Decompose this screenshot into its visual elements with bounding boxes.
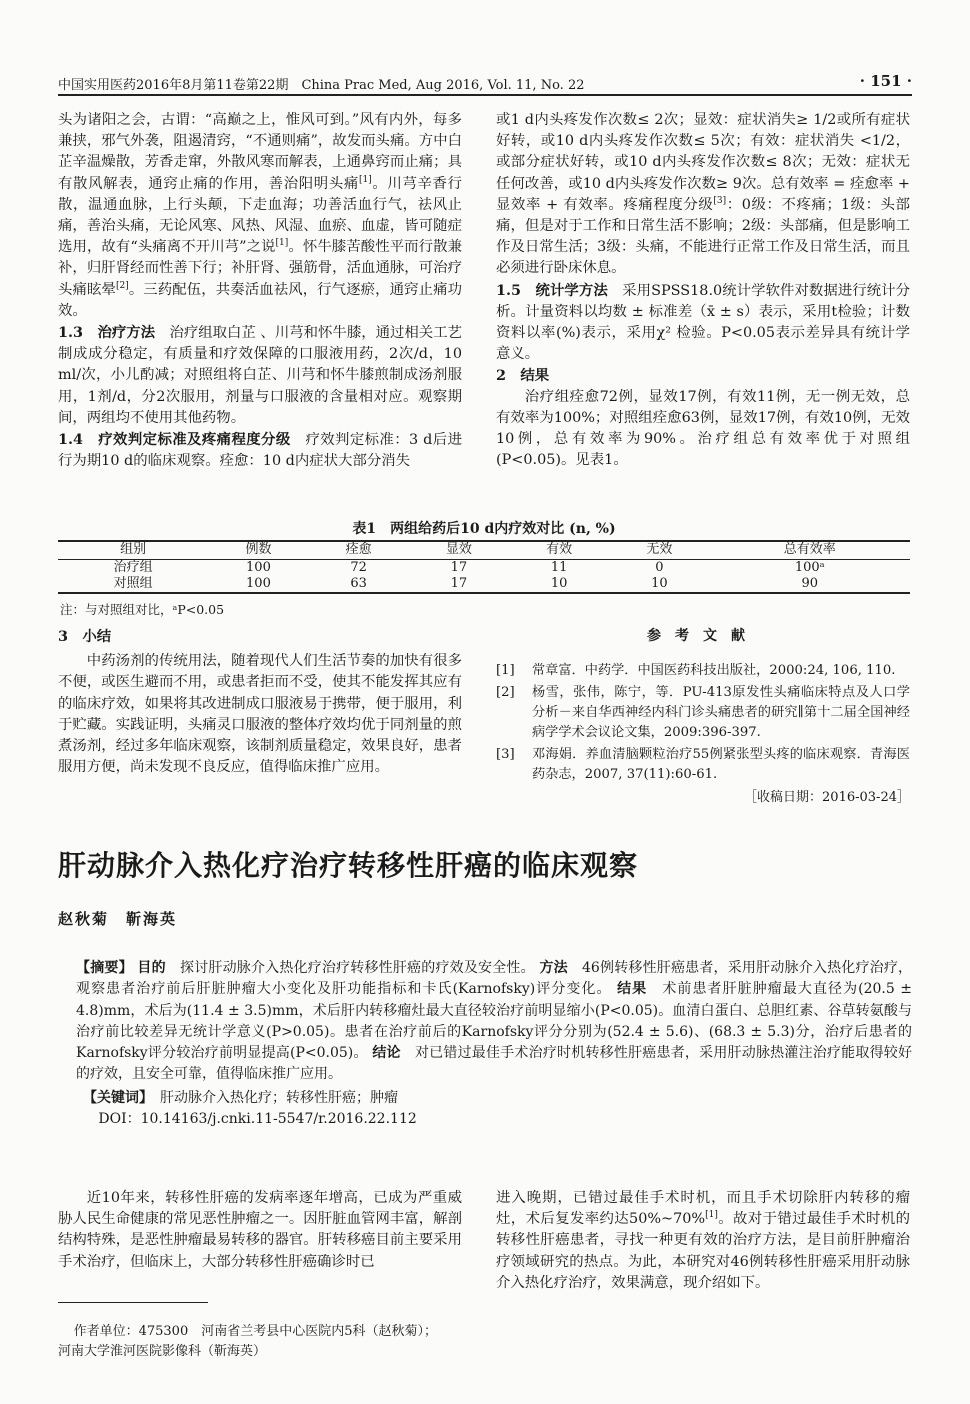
running-head	[58, 72, 912, 96]
abstract-text: 【摘要】 目的 探讨肝动脉介入热化疗治疗转移性肝癌的疗效及安全性。 方法 46例转移性肝癌患者，采用肝动脉介入热化疗治疗，观察患者治疗前后肝脏肿瘤大小变化及肝功能指标和卡氏(Karnofsky)评分变化。 结果 术前患者肝脏肿瘤最大直径为(20.5 ± 4.8)mm，术后为(11.4 ± 3.5)mm，术后肝内转移瘤灶最大直径较治疗前明显缩小(P<0.05)。血清白蛋白、总胆红素、谷草转氨酸与治疗前比较差异无统计学意义(P>0.05)。患者在治疗前后的Karnofsky评分分别为(52.4 ± 5.6)、(68.3 ± 5.3)分，治疗后患者的Karnofsky评分较治疗前明显提高(P<0.05)。 结论 对已错过最佳手术治疗时机转移性肝癌患者，采用肝动脉热灌注治疗能取得较好的疗效，且安全可靠，值得临床推广应用。	[76, 960, 913, 1083]
table-1	[58, 518, 910, 618]
table-cell: 11	[550, 559, 568, 575]
table-cell: 72	[350, 559, 367, 575]
abstract	[76, 958, 912, 1130]
criteria-paragraph: 或1 d内头疼发作次数≤ 2次；显效：症状消失≥ 1/2或所有症状好转，或10 d内头疼发作次数≤ 5次；有效：症状消失 <1/2，或部分症状好转，或10 d内头疼发作次数≤ 8次；无效：症状无任何改善，或10 d内头疼发作次数≥ 9次。总有效率 = 痊愈率 + 显效率 + 有效率。疼痛程度分级[3]：0级：不疼痛；1级：头部痛，但是对于工作和日常生活不影响；2级：头部痛，但是影响工作及日常生活；3级：头痛，不能进行正常工作及日常生活，而且必须进行卧床休息。	[496, 112, 910, 277]
citation-mark: [1]	[358, 174, 372, 185]
section-heading: 1.4 疗效判定标准及疼痛程度分级	[58, 431, 291, 449]
section-1-3: 1.3 治疗方法 治疗组取白芷 、川芎和怀牛膝，通过相关工艺制成成分稳定，有质量和疗效保障的口服液用药，2次/d，10 ml/次，小儿酌减；对照组将白芷、川芎和怀牛膝煎制成汤剂服用，1剂/d，分2次服用，剂量与口服液的含量相对应。观察期间，两组均不使用其他药物。	[58, 324, 462, 426]
objective-label: 目的	[137, 960, 166, 976]
table-cell: 100ᵃ	[794, 559, 825, 575]
received-date: ［收稿日期：2016-03-24］	[744, 790, 910, 806]
left-column-lower	[58, 626, 462, 778]
keywords-label: 【关键词】	[83, 1089, 146, 1106]
table-header: 痊愈	[309, 541, 409, 559]
reference-item: [2] 杨雪，张伟，陈宁，等．PU-413原发性头痛临床特点及人口学分析－来自华西神经内科门诊头痛患者的研究∥第十二届全国神经病学学术会议论文集，2009:396-397.	[496, 685, 910, 741]
table-cell: 17	[450, 559, 468, 575]
references-title: 参考文献	[647, 628, 759, 644]
table-cell: 对照组	[58, 576, 208, 593]
citation-mark: [1]	[275, 238, 289, 249]
results-paragraph: 治疗组痊愈72例，显效17例，有效11例，无一例无效，总有效率为100%；对照组痊愈63例，显效17例，有效10例，无效10例，总有效率为90%。治疗组总有效率优于对照组(P<0.05)。见表1。	[496, 388, 910, 469]
table-header-row	[58, 541, 910, 559]
reference-item: [1] 常章富．中药学．中国医药科技出版社，2000:24, 106, 110.	[496, 663, 896, 679]
section-heading: 1.5 统计学方法	[496, 281, 608, 299]
section-1-4: 1.4 疗效判定标准及疼痛程度分级 疗效判定标准：3 d后进行为期10 d的临床观察。痊愈：10 d内症状大部分消失	[58, 431, 462, 470]
conclusion-label: 结论	[372, 1045, 401, 1062]
intro-paragraph: 近10年来，转移性肝癌的发病率逐年增高，已成为严重威胁人民生命健康的常见恶性肿瘤之一。因肝脏血管网丰富，解剖结构特殊，是恶性肿瘤最易转移的器官。肝转移癌目前主要采用手术治疗，但临床上，大部分转移性肝癌确诊时已	[58, 1190, 462, 1270]
abstract-label: 【摘要】	[76, 960, 133, 976]
article-body-left	[58, 1188, 462, 1273]
table-header: 无效	[609, 541, 709, 559]
table-cell: 17	[409, 576, 509, 593]
table-cell: 治疗组	[113, 559, 153, 575]
section-heading: 1.3 治疗方法	[58, 324, 156, 342]
reference-item: [3] 邓海娟．养血清脑颗粒治疗55例紧张型头疼的临床观察．青海医药杂志，2007, 37(11):60-61.	[496, 747, 910, 783]
section-2-heading: 2 结果	[496, 367, 550, 385]
article-title: 肝动脉介入热化疗治疗转移性肝癌的临床观察	[58, 849, 639, 882]
citation-mark: [3]	[713, 196, 727, 207]
table-note: 注：与对照组对比，ᵃP<0.05	[60, 602, 225, 617]
left-column-upper	[58, 110, 462, 472]
footnote-divider	[58, 1302, 208, 1303]
citation-mark: [2]	[115, 280, 129, 291]
table-row	[58, 576, 910, 593]
table-header: 显效	[409, 541, 509, 559]
table-cell: 90	[710, 576, 911, 593]
table-cell: 10	[509, 576, 609, 593]
article-authors: 赵秋菊 靳海英	[58, 910, 178, 928]
methods-label: 方法	[539, 960, 568, 976]
author-affiliation: 作者单位：475300 河南省兰考县中心医院内5科（赵秋菊）； 河南大学淮河医院影像科（靳海英）	[58, 1324, 437, 1359]
efficacy-table	[58, 540, 910, 594]
page-number: · 151 ·	[859, 72, 912, 90]
citation-mark: [1]	[705, 1210, 718, 1221]
table-cell: 0	[655, 559, 664, 575]
results-label: 结果	[617, 981, 648, 998]
table-header: 组别	[58, 541, 208, 559]
table-cell: 100	[208, 576, 308, 593]
table-cell: 100	[246, 559, 271, 575]
article-body-right	[496, 1188, 910, 1294]
table-header: 例数	[208, 541, 308, 559]
table-cell: 63	[309, 576, 409, 593]
table-cell: 10	[609, 576, 709, 593]
references-section	[496, 626, 910, 808]
section-1-5: 1.5 统计学方法 采用SPSS18.0统计学软件对数据进行统计分析。计量资料以均数 ± 标准差（x̄ ± s）表示，采用t检验；计数资料以率(%)表示，采用χ² 检验。P<0.05表示差异具有统计学意义。	[496, 281, 910, 363]
keywords: 【关键词】 肝动脉介入热化疗；转移性肝癌；肿瘤	[83, 1089, 398, 1106]
right-column-upper	[496, 110, 910, 471]
doi: DOI：10.14163/j.cnki.11-5547/r.2016.22.112	[98, 1111, 417, 1128]
summary-paragraph: 中药汤剂的传统用法，随着现代人们生活节奏的加快有很多不便，或医生避而不用，或患者拒而不受，使其不能发挥其应有的临床疗效，如果将其改进制成口服液易于携带，便于服用，利于贮藏。实践证明，头痛灵口服液的整体疗效均优于同剂量的煎煮汤剂，经过多年临床观察，该制剂质量稳定，效果良好，患者服用方便，尚未发现不良反应，值得临床推广应用。	[58, 653, 462, 776]
section-3-heading: 3 小结	[58, 628, 112, 645]
table-header: 总有效率	[710, 541, 911, 559]
table-row	[58, 559, 910, 576]
discussion-paragraph: 头为诸阳之会，古谓：“高巅之上，惟风可到。”风有内外，每多兼挟，邪气外袭，阻遏清窍，“不通则痛”，故发而头痛。方中白芷辛温燥散，芳香走窜，外散风寒而解表，上通鼻窍而止痛；具有散风解表，通窍止痛的作用，善治阳明头痛[1]。川芎辛香行散，温通血脉，上行头颠，下走血海；功善活血行气，祛风止痛，善治头痛，无论风寒、风热、风湿、血瘀、血虚，皆可随症选用，故有“头痛离不开川芎”之说[1]。怀牛膝苦酸性平而行散兼补，归肝肾经而性善下行；补肝肾、强筋骨，活血通脉，可治疗头痛眩晕[2]。三药配伍，共奏活血祛风，行气逐瘀，通窍止痛功效。	[58, 112, 462, 319]
intro-paragraph-continued: 进入晚期，已错过最佳手术时机，而且手术切除肝内转移的瘤灶，术后复发率约达50%~70%[1]。故对于错过最佳手术时机的转移性肝癌患者，寻找一种更有效的治疗方法，是目前肝肿瘤治疗领域研究的热点。为此，本研究对46例转移性肝癌采用肝动脉介入热化疗治疗，效果满意，现介绍如下。	[496, 1190, 910, 1291]
table-caption: 表1 两组给药后10 d内疗效对比 (n, %)	[352, 521, 616, 537]
journal-citation: 中国实用医药2016年8月第11卷第22期 China Prac Med, Aug 2016, Vol. 11, No. 22	[58, 78, 585, 93]
table-header: 有效	[509, 541, 609, 559]
